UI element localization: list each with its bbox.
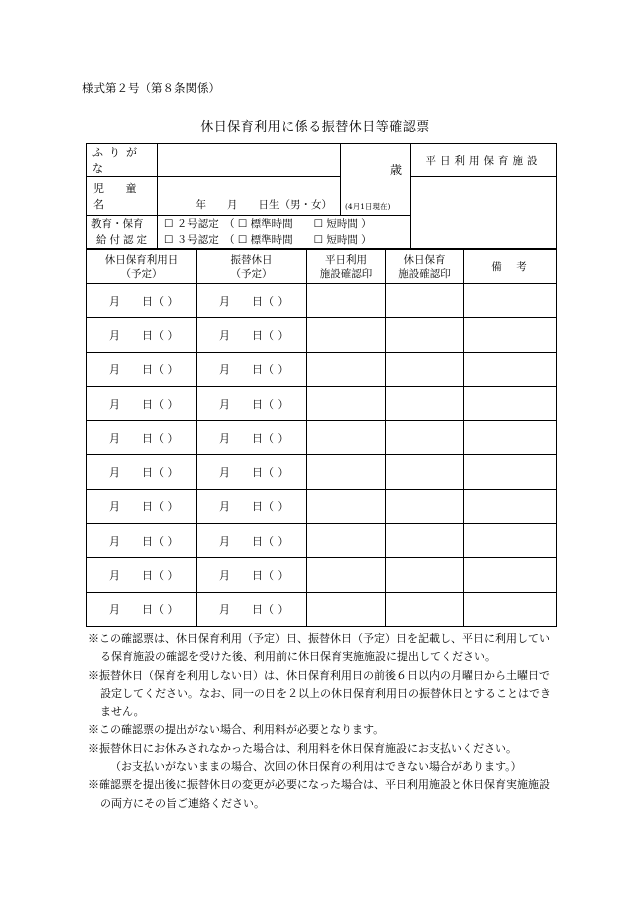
holiday-stamp-cell[interactable]: [386, 421, 464, 455]
remarks-cell[interactable]: [464, 421, 557, 455]
weekday-stamp-cell[interactable]: [307, 318, 386, 352]
weekday-facility-label: 平日利用保育施設: [411, 144, 557, 177]
weekday-stamp-cell[interactable]: [307, 592, 386, 626]
remarks-cell[interactable]: [464, 352, 557, 386]
weekday-facility-input[interactable]: [411, 177, 557, 249]
holiday-stamp-cell[interactable]: [386, 455, 464, 489]
table-row: [87, 489, 557, 523]
substitute-holiday-cell[interactable]: 月 日（ ）: [197, 592, 307, 626]
holiday-use-date-cell[interactable]: 月 日（ ）: [87, 386, 197, 420]
weekday-stamp-cell[interactable]: [307, 284, 386, 318]
column-header-holiday-use-date: 休日保育利用日 （予定）: [87, 250, 197, 284]
table-row: [87, 318, 557, 352]
weekday-stamp-cell[interactable]: [307, 421, 386, 455]
holiday-stamp-cell[interactable]: [386, 284, 464, 318]
note-4: ※振替休日にお休みされなかった場合は、利用料を休日保育施設にお支払いください。: [88, 741, 517, 755]
holiday-stamp-cell[interactable]: [386, 386, 464, 420]
note-1: ※この確認票は、休日保育利用（予定）日、振替休日（予定）日を記載し、平日に利用している保育施設の確認を受けた後、利用前に休日保育実施施設に提出してください。: [88, 632, 550, 664]
note-2: ※振替休日（保育を利用しない日）は、休日保育利用日の前後６日以内の月曜日から土曜日で設定してください。なお、同一の日を２以上の休日保育利用日の振替休日とすることはできません。: [88, 668, 551, 719]
age-note: (4月1日現在): [345, 202, 391, 211]
remarks-cell[interactable]: [464, 592, 557, 626]
column-header-holiday-stamp: 休日保育 施設確認印: [386, 250, 464, 284]
remarks-cell[interactable]: [464, 455, 557, 489]
weekday-stamp-cell[interactable]: [307, 489, 386, 523]
table-row: [87, 386, 557, 420]
table-row: [87, 524, 557, 558]
table-row: [87, 352, 557, 386]
remarks-cell[interactable]: [464, 524, 557, 558]
note-3: ※この確認票の提出がない場合、利用料が必要となります。: [88, 723, 385, 737]
note-5: ※確認票を提出後に振替休日の変更が必要になった場合は、平日利用施設と休日保育実施施設の両方にその旨ご連絡ください。: [88, 778, 550, 810]
substitute-holiday-cell[interactable]: 月 日（ ）: [197, 489, 307, 523]
table-row: [87, 284, 557, 318]
column-header-substitute-holiday: 振替休日 （予定）: [197, 250, 307, 284]
substitute-holiday-cell[interactable]: 月 日（ ）: [197, 421, 307, 455]
remarks-cell[interactable]: [464, 284, 557, 318]
certification-option-3go[interactable]: ☐ ３号認定 （ ☐ 標準時間 ☐ 短時間 ）: [164, 234, 372, 246]
date-of-birth-gender: 年 月 日生（男・女）: [195, 199, 332, 211]
child-info-table: [86, 143, 557, 249]
child-name-field[interactable]: [158, 177, 341, 216]
substitute-holiday-cell[interactable]: 月 日（ ）: [197, 455, 307, 489]
holiday-use-date-cell[interactable]: 月 日（ ）: [87, 284, 197, 318]
table-header-row: [87, 250, 557, 284]
holiday-use-date-cell[interactable]: 月 日（ ）: [87, 455, 197, 489]
holiday-stamp-cell[interactable]: [386, 524, 464, 558]
column-header-remarks: 備 考: [464, 250, 557, 284]
holiday-stamp-cell[interactable]: [386, 318, 464, 352]
remarks-cell[interactable]: [464, 489, 557, 523]
holiday-use-date-cell[interactable]: 月 日（ ）: [87, 489, 197, 523]
weekday-stamp-cell[interactable]: [307, 524, 386, 558]
substitute-holiday-cell[interactable]: 月 日（ ）: [197, 386, 307, 420]
weekday-stamp-cell[interactable]: [307, 352, 386, 386]
holiday-stamp-cell[interactable]: [386, 489, 464, 523]
schedule-table: [86, 249, 557, 627]
age-unit: 歳: [389, 163, 402, 177]
certification-label-line2: 給付認定: [96, 234, 150, 246]
column-header-weekday-stamp: 平日利用 施設確認印: [307, 250, 386, 284]
table-row: [87, 455, 557, 489]
holiday-use-date-cell[interactable]: 月 日（ ）: [87, 318, 197, 352]
weekday-stamp-cell[interactable]: [307, 386, 386, 420]
furigana-label: ふりがな: [87, 144, 158, 177]
table-row: [87, 421, 557, 455]
certification-options[interactable]: [158, 216, 411, 249]
form-number: 様式第２号（第８条関係）: [82, 81, 220, 95]
certification-label-line1: 教育・保育: [91, 218, 144, 230]
table-row: [87, 592, 557, 626]
notes: [88, 630, 558, 813]
holiday-use-date-cell[interactable]: 月 日（ ）: [87, 421, 197, 455]
holiday-use-date-cell[interactable]: 月 日（ ）: [87, 524, 197, 558]
remarks-cell[interactable]: [464, 386, 557, 420]
holiday-use-date-cell[interactable]: 月 日（ ）: [87, 352, 197, 386]
remarks-cell[interactable]: [464, 558, 557, 592]
substitute-holiday-cell[interactable]: 月 日（ ）: [197, 318, 307, 352]
holiday-stamp-cell[interactable]: [386, 558, 464, 592]
weekday-stamp-cell[interactable]: [307, 455, 386, 489]
furigana-input[interactable]: [158, 144, 341, 177]
document-title: 休日保育利用に係る振替休日等確認票: [200, 120, 430, 135]
substitute-holiday-cell[interactable]: 月 日（ ）: [197, 558, 307, 592]
remarks-cell[interactable]: [464, 318, 557, 352]
certification-option-2go[interactable]: ☐ ２号認定 （ ☐ 標準時間 ☐ 短時間 ）: [164, 218, 372, 230]
certification-label: [87, 216, 158, 249]
weekday-stamp-cell[interactable]: [307, 558, 386, 592]
age-field[interactable]: [341, 144, 411, 216]
table-row: [87, 558, 557, 592]
child-name-label: 児 童 名: [87, 177, 158, 216]
substitute-holiday-cell[interactable]: 月 日（ ）: [197, 284, 307, 318]
holiday-use-date-cell[interactable]: 月 日（ ）: [87, 592, 197, 626]
holiday-stamp-cell[interactable]: [386, 592, 464, 626]
holiday-stamp-cell[interactable]: [386, 352, 464, 386]
holiday-use-date-cell[interactable]: 月 日（ ）: [87, 558, 197, 592]
substitute-holiday-cell[interactable]: 月 日（ ）: [197, 524, 307, 558]
note-4-sub: （お支払いがないままの場合、次回の休日保育の利用はできない場合があります。）: [110, 760, 522, 774]
substitute-holiday-cell[interactable]: 月 日（ ）: [197, 352, 307, 386]
